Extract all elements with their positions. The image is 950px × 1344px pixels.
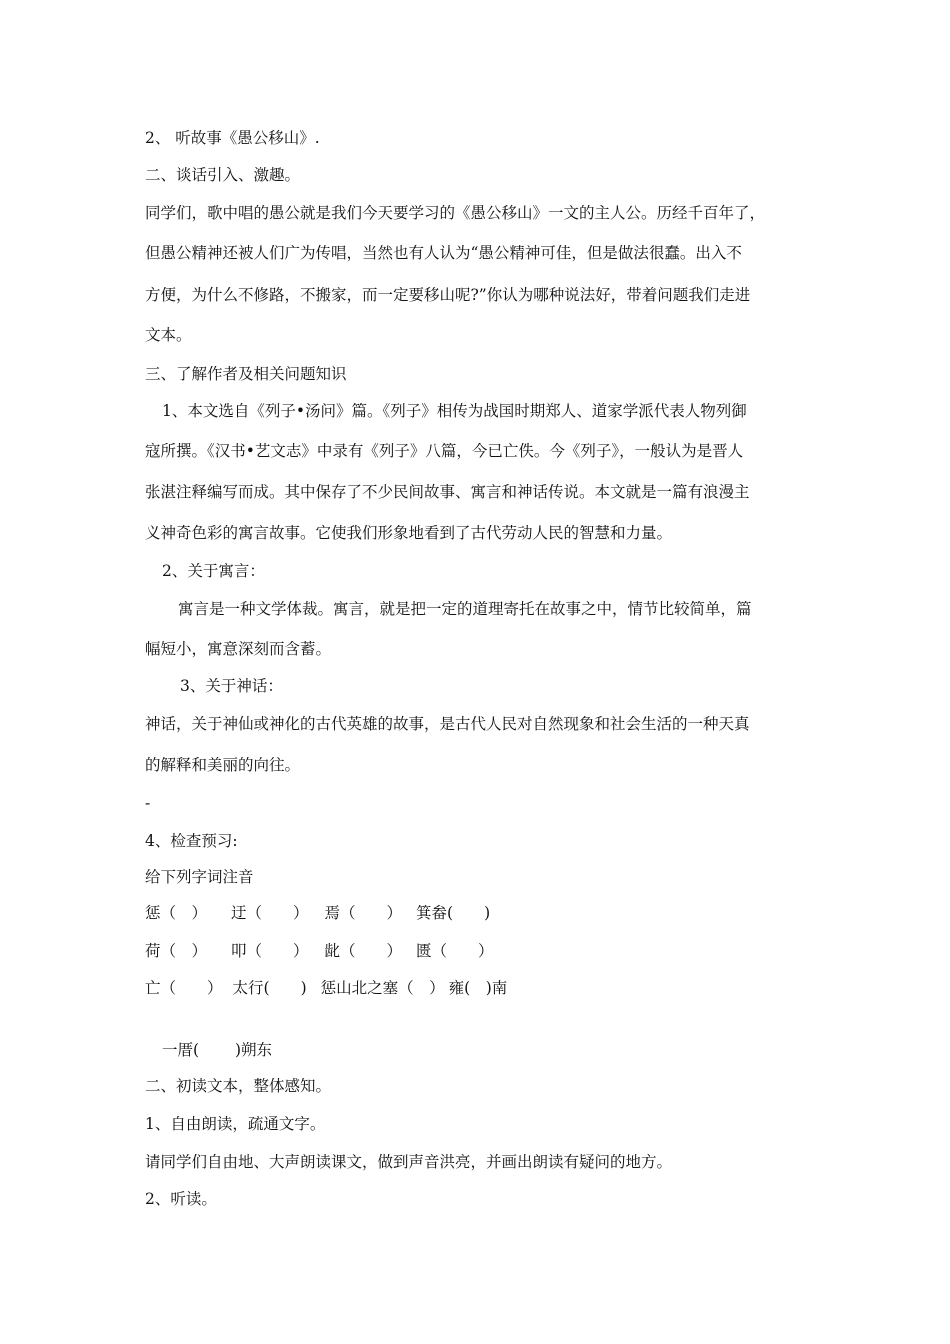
pinyin-item: 惩（ ） <box>145 904 208 922</box>
pinyin-row <box>145 978 507 998</box>
pinyin-row <box>145 903 490 923</box>
pinyin-item: 亡（ ） <box>145 979 223 997</box>
section-heading-author: 三、了解作者及相关问题知识 <box>145 365 347 383</box>
paragraph-line: 方便，为什么不修路，不搬家，而一定要移山呢?”你认为哪种说法好，带着问题我们走进 <box>145 286 751 304</box>
pinyin-item: 箕畚( ) <box>416 904 491 922</box>
subheading-fable: 2、关于寓言： <box>162 562 265 580</box>
pinyin-item: 匮（ ） <box>416 942 494 960</box>
paragraph-line: 1、本文选自《列子•汤问》篇。《列子》相传为战国时期郑人、道家学派代表人物列御 <box>162 402 747 420</box>
pinyin-row-extra: 一厝( )朔东 <box>162 1041 273 1059</box>
pinyin-item: 太行( ) <box>232 979 307 997</box>
paragraph-line: 张湛注释编写而成。其中保存了不少民间故事、寓言和神话传说。本文就是一篇有浪漫主 <box>145 483 750 501</box>
subheading-preview: 4、检查预习: <box>145 832 238 850</box>
paragraph-line: 幅短小，寓意深刻而含蓄。 <box>145 640 332 658</box>
paragraph-listen-story: 2、 听故事《愚公移山》. <box>145 129 320 147</box>
pinyin-item: 叩（ ） <box>231 942 309 960</box>
separator-dash: - <box>145 794 151 812</box>
paragraph-line: 寇所撰。《汉书•艺文志》中录有《列子》八篇，今已亡佚。今《列子》，一般认为是晋人 <box>145 442 744 460</box>
paragraph-line: 同学们，歌中唱的愚公就是我们今天要学习的《愚公移山》一文的主人公。历经千百年了， <box>145 204 766 222</box>
instruction-line: 给下列字词注音 <box>145 868 254 886</box>
paragraph-line: 的解释和美丽的向往。 <box>145 756 301 774</box>
pinyin-row <box>145 941 494 961</box>
pinyin-item: 迂（ ） <box>231 904 309 922</box>
pinyin-item: 荷（ ） <box>145 942 208 960</box>
subheading-listen-reading: 2、听读。 <box>145 1190 217 1208</box>
section-heading-intro: 二、谈话引入、激趣。 <box>145 166 301 184</box>
paragraph-line: 义神奇色彩的寓言故事。它使我们形象地看到了古代劳动人民的智慧和力量。 <box>145 524 673 542</box>
paragraph-line: 寓言是一种文学体裁。寓言，就是把一定的道理寄托在故事之中，情节比较简单，篇 <box>178 600 752 618</box>
subheading-free-reading: 1、自由朗读，疏通文字。 <box>145 1115 326 1133</box>
pinyin-item: 龀（ ） <box>324 942 403 960</box>
pinyin-item: 雍( )南 <box>448 979 508 997</box>
subheading-myth: 3、关于神话： <box>180 677 283 695</box>
section-heading-first-reading: 二、初读文本，整体感知。 <box>145 1077 332 1095</box>
pinyin-item: 焉（ ） <box>324 904 403 922</box>
paragraph-line: 但愚公精神还被人们广为传唱，当然也有人认为“愚公精神可佳，但是做法很蠢。出入不 <box>145 244 742 262</box>
paragraph-line: 请同学们自由地、大声朗读课文，做到声音洪亮，并画出朗读有疑问的地方。 <box>145 1153 673 1171</box>
paragraph-line: 神话，关于神仙或神化的古代英雄的故事，是古代人民对自然现象和社会生活的一种天真 <box>145 715 750 733</box>
paragraph-line: 文本。 <box>145 326 192 344</box>
pinyin-item: 惩山北之塞（ ） <box>320 979 445 997</box>
